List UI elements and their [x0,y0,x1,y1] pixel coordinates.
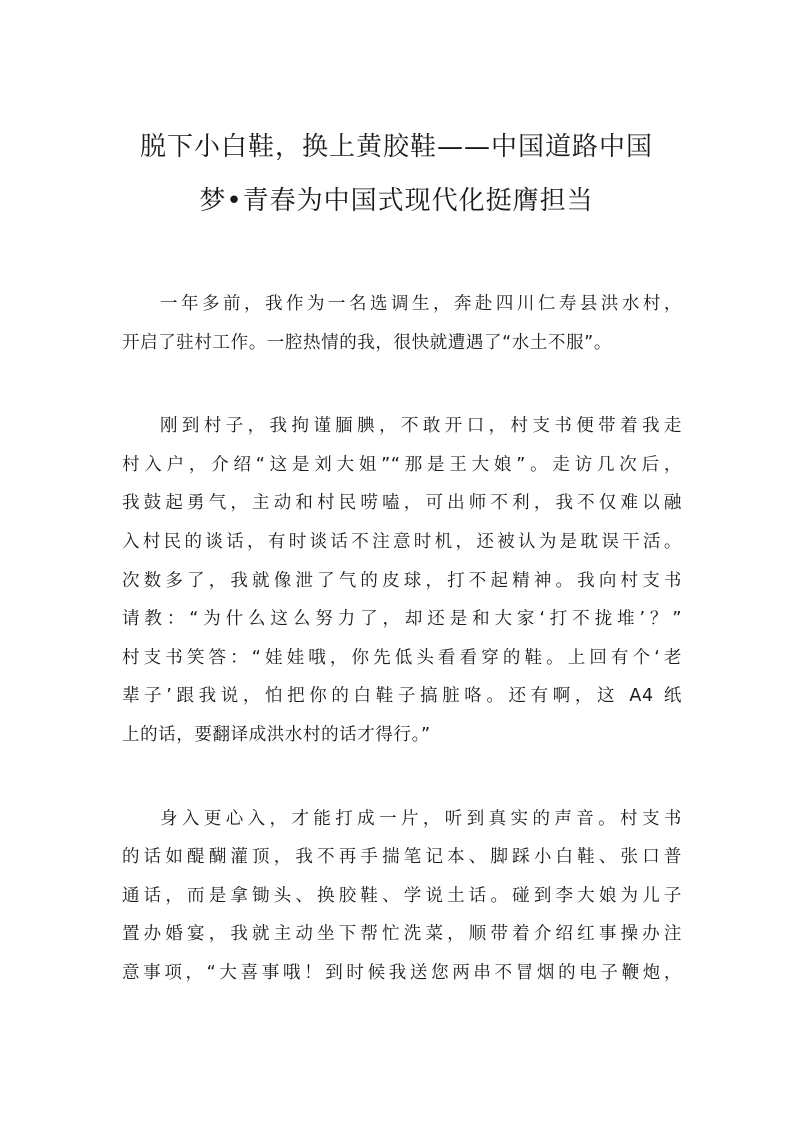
paragraph-line: 身入更心入，才能打成一片，听到真实的声音。村支书 [160,808,682,829]
paragraph-line: 村入户，介绍“这是刘大姐”“那是王大娘”。走访几次后， [122,454,682,475]
paragraph-line: 请教：“为什么这么努力了，却还是和大家‘打不拢堆’？” [122,609,682,630]
title-line-2: 梦•青春为中国式现代化挺膺担当 [199,186,594,216]
document-title [100,120,693,228]
paragraph-line: 辈子’跟我说，怕把你的白鞋子搞脏咯。还有啊，这 A4 纸 [122,686,682,707]
paragraph-line: 刚到村子，我拘谨腼腆，不敢开口，村支书便带着我走 [160,416,682,437]
paragraph-2 [122,407,682,754]
paragraph-line: 村支书笑答：“娃娃哦，你先低头看看穿的鞋。上回有个‘老 [122,647,682,668]
paragraph-line: 开启了驻村工作。一腔热情的我，很快就遭遇了“水土不服”。 [122,332,612,353]
paragraph-1 [122,285,682,362]
paragraph-line: 上的话，要翻译成洪水村的话才得行。” [122,724,431,745]
paragraph-line: 次数多了，我就像泄了气的皮球，打不起精神。我向村支书 [122,570,682,591]
paragraph-line: 的话如醍醐灌顶，我不再手揣笔记本、脚踩小白鞋、张口普 [122,847,682,868]
document-body [122,285,682,1038]
paragraph-3 [122,800,682,993]
paragraph-line: 一年多前，我作为一名选调生，奔赴四川仁寿县洪水村， [160,294,682,314]
paragraph-line: 通话，而是拿锄头、换胶鞋、学说土话。碰到李大娘为儿子 [122,885,682,906]
paragraph-line: 置办婚宴，我就主动坐下帮忙洗菜，顺带着介绍红事操办注 [122,924,682,945]
paragraph-line: 意事项，“大喜事哦！到时候我送您两串不冒烟的电子鞭炮， [122,962,682,983]
title-line-1: 脱下小白鞋，换上黄胶鞋——中国道路中国 [139,132,653,162]
paragraph-line: 入村民的谈话，有时谈话不注意时机，还被认为是耽误干活。 [122,531,682,552]
paragraph-line: 我鼓起勇气，主动和村民唠嗑，可出师不利，我不仅难以融 [122,493,682,514]
